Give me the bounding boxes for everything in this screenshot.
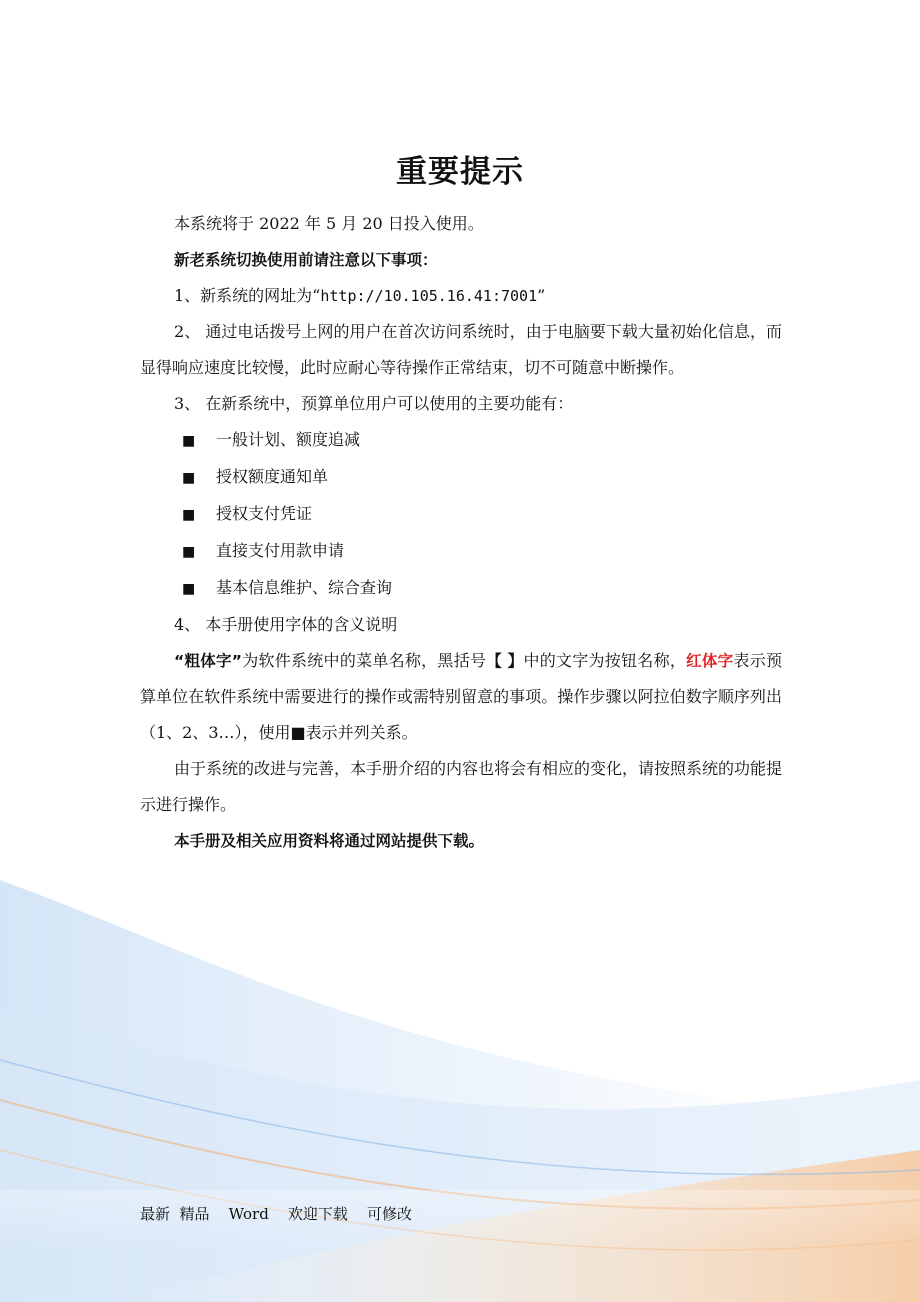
document-body [140,206,782,859]
function-list-item [140,533,782,570]
download-note: 本手册及相关应用资料将通过网站提供下载。 [174,832,485,850]
function-list-item [140,570,782,607]
legend-text-c: 表示预算单位在软件系统中需要进行的操作或需特别留意的事项。操作步骤以阿拉伯数字顺序列出（1、2、3…），使用■表示并列关系。 [140,651,782,742]
function-label: 一般计划、额度追减 [216,430,361,449]
item-1-suffix: ” [537,286,546,305]
function-label: 基本信息维护、综合查询 [216,578,393,597]
intro-paragraph: 本系统将于 2022 年 5 月 20 日投入使用。 [174,214,484,233]
bullet-square-icon: ■ [182,581,196,597]
bold-term: “粗体字” [174,652,242,670]
function-label: 授权额度通知单 [216,467,329,486]
page-title: 重要提示 [396,154,524,190]
red-term: 红体字 [686,652,734,670]
item-1-prefix: 1、新系统的网址为“ [174,286,321,305]
function-label: 直接支付用款申请 [216,541,345,560]
bullet-square-icon: ■ [182,433,196,449]
black-bracket: 【 】 [486,652,524,670]
item-4: 4、 本手册使用字体的含义说明 [174,615,398,634]
function-list-item [140,496,782,533]
function-label: 授权支付凭证 [216,504,313,523]
item-3: 3、 在新系统中，预算单位用户可以使用的主要功能有： [174,394,574,413]
bullet-square-icon: ■ [182,544,196,560]
bullet-square-icon: ■ [182,470,196,486]
change-note: 由于系统的改进与完善，本手册介绍的内容也将会有相应的变化，请按照系统的功能提示进行操作。 [140,759,783,814]
item-2: 2、 通过电话拨号上网的用户在首次访问系统时，由于电脑要下载大量初始化信息，而显得响应速度比较慢，此时应耐心等待操作正常结束，切不可随意中断操作。 [140,322,782,377]
function-list-item [140,422,782,459]
font-legend-paragraph [140,643,782,751]
notice-heading: 新老系统切换使用前请注意以下事项： [174,251,438,269]
function-list-item [140,459,782,496]
bullet-square-icon: ■ [182,507,196,523]
legend-text-a: 为软件系统中的菜单名称，黑括号 [241,651,487,670]
page-footer: 最新 精品 Word 欢迎下载 可修改 [140,1205,412,1223]
legend-text-b: 中的文字为按钮名称， [523,651,687,670]
system-url: http://10.105.16.41:7001 [320,287,538,305]
item-1 [140,278,782,314]
